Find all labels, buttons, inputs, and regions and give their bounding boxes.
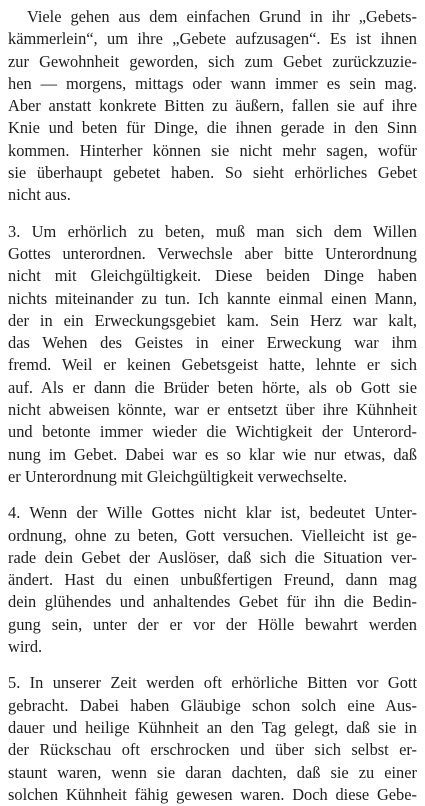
text-line: 4. Wenn der Wille Gottes nicht klar ist, bedeutet Unter- <box>8 503 417 523</box>
text-line: wird. <box>8 637 43 657</box>
text-line: Aber anstatt konkrete Bitten zu äußern, fallen sie auf ihre <box>8 96 417 116</box>
text-line: nicht aus. <box>8 185 71 205</box>
text-line: gebracht. Dabei haben Gläubige schon solch eine Aus- <box>8 695 417 715</box>
paragraph-intro <box>8 6 417 207</box>
text-line: nichts miteinander zu tun. Ich kannte einmal einen Mann, <box>8 288 417 308</box>
text-line: ordnung, ohne zu beten, Gott versuchen. Vielleicht ist ge- <box>8 525 417 545</box>
text-line: Knie und beten für Dinge, die ihnen gerade in den Sinn <box>8 118 417 138</box>
text-line: dauer und heilige Kühnheit an den Tag gelegt, daß sie in <box>8 717 417 737</box>
text-line: zur Gewohnheit geworden, sich zum Gebet zurückzuzie- <box>8 51 417 71</box>
text-line: Gottes unterordnen. Verwechsle aber bitte Unterordnung <box>8 243 417 263</box>
text-line: gung sein, unter der er vor der Hölle bewahrt werden <box>8 614 417 634</box>
text-line: sie überhaupt gebetet haben. So sieht erhörliches Gebet <box>8 163 417 183</box>
text-line: rade dein Gebet der Auslöser, daß sich die Situation ver- <box>8 547 417 567</box>
text-line: der in ein Erweckungsgebiet kam. Sein Herz war kalt, <box>8 310 417 330</box>
text-line: hen — morgens, mittags oder wann immer es sein mag. <box>8 73 417 93</box>
text-line: auf. Als er dann die Brüder beten hörte, als ob Gott sie <box>8 377 417 397</box>
paragraph-point-3 <box>8 221 417 489</box>
text-line: nicht abweisen könnte, war er entsetzt über ihre Kühnheit <box>8 400 417 420</box>
text-line: und betonte immer wieder die Wichtigkeit der Unterord- <box>8 422 417 442</box>
text-line: Viele gehen aus dem einfachen Grund in ihr „Gebets- <box>27 7 417 26</box>
text-line: staunt waren, wenn sie daran dachten, daß sie zu einer <box>8 762 417 782</box>
text-line: kommen. Hinterher können sie nicht mehr sagen, wofür <box>8 140 417 160</box>
text-line: 5. In unserer Zeit werden oft erhörliche Bitten vor Gott <box>8 673 417 693</box>
text-line: dein glühendes und anhaltendes Gebet für ihn die Bedin- <box>8 592 417 612</box>
paragraph-point-5 <box>8 672 417 806</box>
text-line: nung im Gebet. Dabei war es so klar wie nur etwas, daß <box>8 444 417 464</box>
text-line: kämmerlein“, um ihre „Gebete aufzusagen“. Es ist ihnen <box>8 29 417 49</box>
text-line: der Rückschau oft erschrocken und über sich selbst er- <box>8 740 417 760</box>
text-line: ändert. Hast du einen unbußfertigen Freund, dann mag <box>8 570 417 590</box>
text-line: nicht mit Gleichgültigkeit. Diese beiden Dinge haben <box>8 266 417 286</box>
text-line: 3. Um erhörlich zu beten, muß man sich dem Willen <box>8 221 417 241</box>
text-line: fremd. Weil er keinen Gebetsgeist hatte, lehnte er sich <box>8 355 417 375</box>
text-line: er Unterordnung mit Gleichgültigkeit verwechselte. <box>8 466 348 486</box>
paragraph-point-4 <box>8 502 417 658</box>
text-line: solchen Kühnheit fähig gewesen waren. Doch diese Gebe- <box>8 784 417 804</box>
text-line: das Wehen des Geistes in einer Erweckung war ihm <box>8 333 417 353</box>
